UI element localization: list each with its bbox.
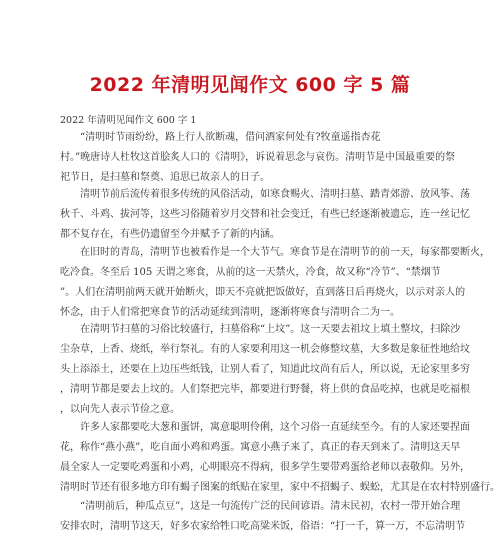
paragraph-line: 许多人家都要吃大葱和蛋饼，寓意聪明伶俐，这个习俗一直延续至今。有的人家还要捏面	[80, 422, 470, 433]
paragraph-line: 晨全家人一定要吃鸡蛋和小鸡，心明眼亮不得病，很多学生要带鸡蛋给老师以表敬仰。另外，	[60, 462, 470, 473]
paragraph-2	[60, 185, 470, 245]
paragraph-line: “清明前后，种瓜点豆”，这是一句流传广泛的民间谚语。清末民初，农村一带开始合理	[80, 501, 461, 512]
paragraph-6	[60, 497, 466, 537]
paragraph-line: 村。”晚唐诗人杜牧这首脍炙人口的《清明》，诉说着思念与哀伤。清明节是中国最重要的祭	[60, 152, 456, 163]
paragraph-4	[60, 320, 470, 420]
paragraph-line: 头上添添土，还要在上边压些纸钱，让别人看了，知道此坟尚有后人，所以说，无论家里多穷	[60, 364, 470, 375]
document-title: 2022 年清明见闻作文 600 字 5 篇	[89, 74, 411, 96]
paragraph-3	[60, 243, 490, 323]
paragraph-line: 怀念，由于人们常把寒食节的活动延续到清明，逐渐将寒食与清明合二为一。	[60, 307, 400, 318]
paragraph-5	[60, 418, 500, 498]
paragraph-line: ”。人们在清明前两天就开始断火，即天不亮就把饭做好，直到落日后再烧火，以示对亲人的	[60, 287, 466, 298]
paragraph-line: 在清明节扫墓的习俗比较盛行，扫墓俗称“上坟”。这一天要去祖坟上填土整坟，扫除沙	[80, 324, 461, 335]
paragraph-line: 秋千、斗鸡、拔河等，这些习俗随着岁月交替和社会变迁，有些已经逐渐被遗忘，连一丝记忆	[60, 209, 470, 220]
paragraph-line: 花，称作“燕小燕”，吃自面小鸡和鸡蛋。寓意小燕子来了，真正的春天到来了。清明这天早	[60, 442, 461, 453]
paragraph-line: 安排农时，清明节这天，好多农家给牲口吃高粱米饭，俗语：“打一千，算一万，不忘清明节	[60, 521, 466, 532]
paragraph-line: 在旧时的青岛，清明节也被看作是一个大节气。寒食节是在清明节的前一天，每家都要断火，	[80, 247, 490, 258]
paragraph-line: ，清明节都是要去上坟的。人们祭把完毕，都要进行野餐，将上供的食品吃掉，也就是吃福根	[60, 384, 470, 395]
paragraph-line: 尘杂草，上香、烧纸，举行祭礼。有的人家要利用这一机会修整坟墓，大多数是象征性地给坟	[60, 344, 470, 355]
document-subtitle: 2022 年清明见闻作文 600 字 1	[60, 115, 197, 126]
paragraph-line: 吃冷食。冬至后 105 天谓之寒食，从前的这一天禁火，冷食，故又称“冷节”、“禁烟节	[60, 267, 441, 278]
paragraph-line: “清明时节雨纷纷，路上行人欲断魂，借问酒家何处有?牧童遥指杏花	[80, 132, 381, 143]
paragraph-1	[60, 128, 456, 188]
paragraph-line: 都不复存在，有些仍遗留至今并赋予了新的内涵。	[60, 229, 280, 240]
paragraph-line: 清明节前后流传着很多传统的风俗活动，如寒食赐火、清明扫墓、踏青郊游、放风筝、荡	[80, 189, 470, 200]
paragraph-line: 祀节日，是扫墓和祭奠、追思已故亲人的日子。	[60, 172, 270, 183]
paragraph-line: 清明时节还有很多地方印有蝎子图案的纸贴在家里，家中不招蝎子、蜈蚣，尤其是在农村特别盛行。	[60, 482, 500, 493]
paragraph-line: ，以向先人表示节俭之意。	[60, 404, 180, 415]
